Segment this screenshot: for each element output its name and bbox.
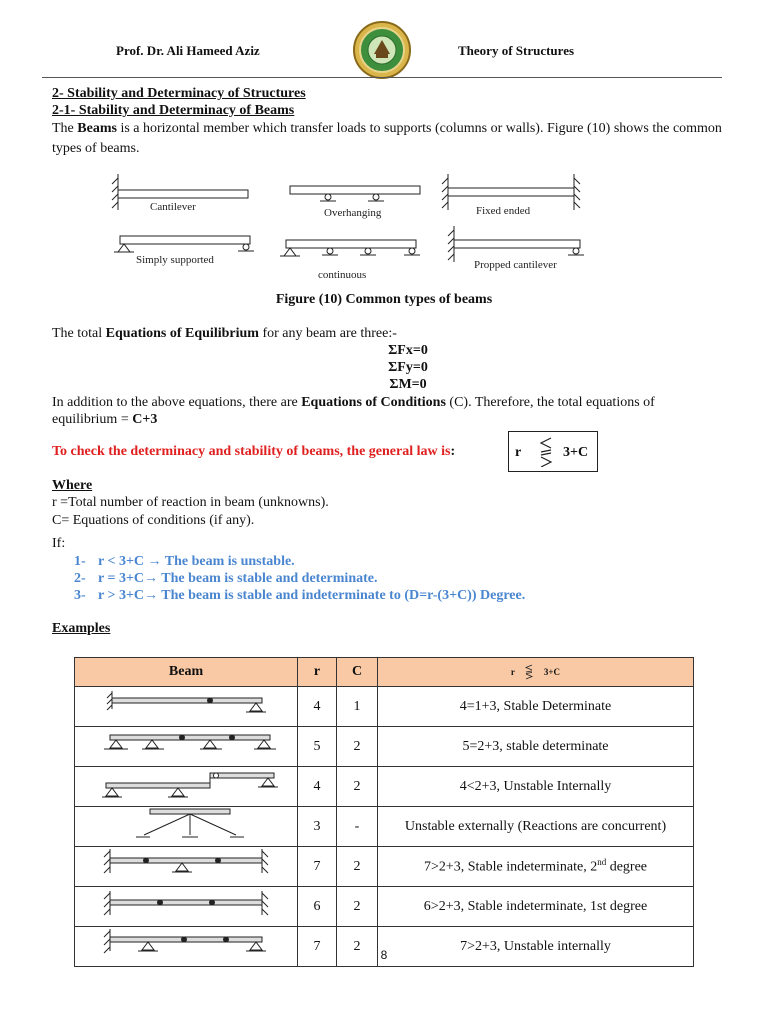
conditions-paragraph: In addition to the above equations, there are Equations of Conditions (C). Therefore, the total equations of equilibrium = C+3 (52, 395, 655, 427)
intro-paragraph: The Beams is a horizontal member which transfer loads to supports (columns or walls). Figure (10) shows the common types of beams. (52, 121, 722, 156)
header-divider (42, 77, 722, 78)
general-law-box: r 3+C (508, 431, 598, 472)
c-definition: C= Equations of conditions (if any). (52, 513, 255, 528)
header-r: r (298, 658, 337, 687)
section-title: 2- Stability and Determinacy of Structures (52, 86, 306, 101)
cell-result: 4=1+3, Stable Determinate (378, 687, 694, 727)
label-fixed-ended: Fixed ended (476, 205, 531, 217)
cell-result: 6>2+3, Stable indeterminate, 1st degree (378, 887, 694, 927)
beam-diagram (75, 887, 298, 927)
cell-r: 5 (298, 727, 337, 767)
fixed-support-icon (112, 178, 118, 208)
case-item: 2- r = 3+C→ The beam is stable and determinate. (74, 571, 378, 586)
cell-c: 2 (337, 927, 378, 967)
cell-c: 2 (337, 847, 378, 887)
table-row (75, 687, 694, 727)
header-beam: Beam (75, 658, 298, 687)
cell-c: 1 (337, 687, 378, 727)
equation-m: ΣM=0 (389, 377, 427, 392)
where-heading: Where (52, 478, 93, 493)
case-item: 1- r < 3+C → The beam is unstable. (74, 554, 295, 569)
cell-result: 7>2+3, Unstable internally (378, 927, 694, 967)
equilibrium-equations (0, 342, 768, 393)
page-number: 8 (380, 948, 388, 962)
less-equal-greater-icon (537, 437, 557, 467)
header-c: C (337, 658, 378, 687)
cell-result: 4<2+3, Unstable Internally (378, 767, 694, 807)
cell-r: 7 (298, 847, 337, 887)
beam-types-figure (90, 170, 610, 288)
label-simply-supported: Simply supported (136, 254, 214, 266)
beam-diagram (75, 727, 298, 767)
cell-result: Unstable externally (Reactions are concurrent) (378, 807, 694, 847)
figure-caption: Figure (10) Common types of beams (275, 292, 493, 307)
if-label: If: (52, 536, 66, 551)
cell-result: 5=2+3, stable determinate (378, 727, 694, 767)
examples-table (74, 657, 694, 967)
beam-diagram (75, 807, 298, 847)
cell-r: 3 (298, 807, 337, 847)
label-cantilever: Cantilever (150, 201, 196, 213)
cell-c: 2 (337, 727, 378, 767)
cell-c: 2 (337, 887, 378, 927)
cell-r: 4 (298, 687, 337, 727)
cases-list (74, 553, 525, 604)
case-item: 3- r > 3+C→ The beam is stable and indeterminate to (D=r-(3+C)) Degree. (74, 588, 526, 603)
definitions (52, 494, 329, 530)
less-equal-greater-icon (524, 664, 534, 680)
section-subtitle: 2-1- Stability and Determinacy of Beams (52, 103, 295, 118)
label-continuous: continuous (318, 269, 367, 281)
cell-r: 4 (298, 767, 337, 807)
table-row (75, 767, 694, 807)
equation-fx: ΣFx=0 (388, 343, 428, 358)
r-definition: r =Total number of reaction in beam (unknowns). (52, 495, 329, 510)
header-author: Prof. Dr. Ali Hameed Aziz (116, 43, 260, 58)
beam-diagram (75, 687, 298, 727)
cell-c: 2 (337, 767, 378, 807)
cell-r: 7 (298, 927, 337, 967)
cell-result: 7>2+3, Stable indeterminate, 2nd degree (378, 847, 694, 887)
equation-fy: ΣFy=0 (388, 360, 428, 375)
table-row (75, 887, 694, 927)
equilibrium-intro: The total Equations of Equilibrium for any beam are three:- (52, 326, 397, 341)
examples-heading: Examples (52, 621, 111, 636)
beam-diagram (75, 847, 298, 887)
table-row (75, 847, 694, 887)
table-row (75, 807, 694, 847)
cell-c: - (337, 807, 378, 847)
header-course: Theory of Structures (458, 43, 575, 58)
label-overhanging: Overhanging (324, 207, 382, 219)
header-law: r 3+C (378, 658, 694, 687)
beam-diagram (75, 767, 298, 807)
general-law-text: To check the determinacy and stability of beams, the general law is: (52, 444, 456, 459)
cell-r: 6 (298, 887, 337, 927)
table-row (75, 727, 694, 767)
university-seal-icon (352, 20, 412, 80)
label-propped-cantilever: Propped cantilever (474, 259, 557, 271)
